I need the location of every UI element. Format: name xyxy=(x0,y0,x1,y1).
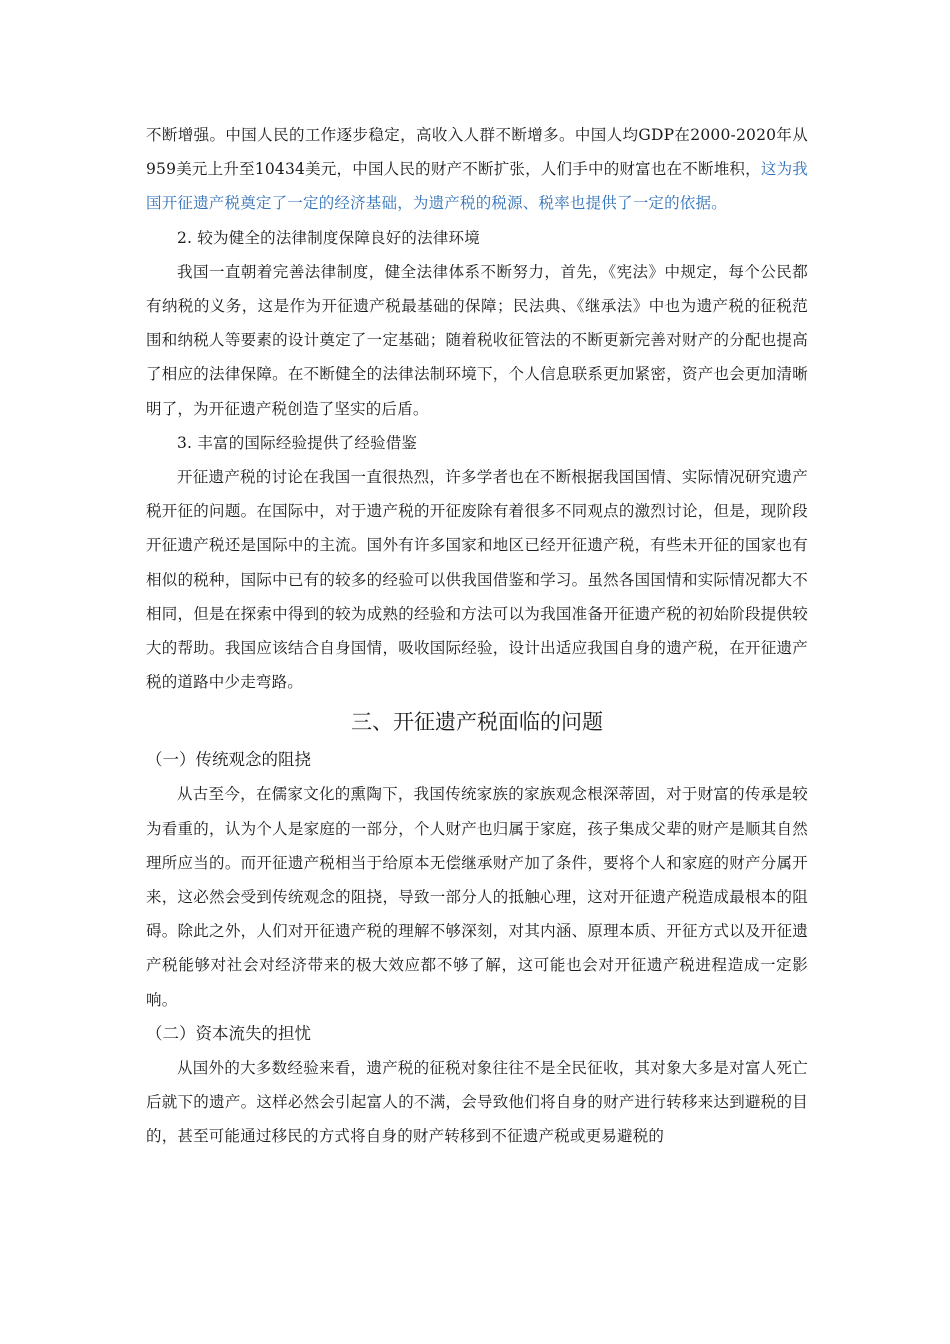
paragraph-text: 不断增强。中国人民的工作逐步稳定，高收入人群不断增多。中国人均GDP在2000-2020年从959美元上升至10434美元，中国人民的财产不断扩张，人们手中的财富也在不断堆积， xyxy=(146,126,808,179)
paragraph-tradition: 从古至今，在儒家文化的熏陶下，我国传统家族的家族观念根深蒂固，对于财富的传承是较为看重的，认为个人是家庭的一部分，个人财产也归属于家庭，孩子集成父辈的财产是顺其自然理所应当的。而开征遗产税相当于给原本无偿继承财产加了条件，要将个人和家庭的财产分属开来，这必然会受到传统观念的阻挠，导致一部分人的抵触心理，这对开征遗产税造成最根本的阻碍。除此之外，人们对开征遗产税的理解不够深刻，对其内涵、原理本质、开征方式以及开征遗产税能够对社会对经济带来的极大效应都不够了解，这可能也会对开征遗产税进程造成一定影响。 xyxy=(146,785,808,1009)
section-title-problems: 三、开征遗产税面临的问题 xyxy=(351,710,603,735)
subsection-title-capital-flight: （二）资本流失的担忧 xyxy=(146,1023,311,1043)
heading-legal-environment: 2. 较为健全的法律制度保障良好的法律环境 xyxy=(177,228,480,247)
paragraph-legal-environment: 我国一直朝着完善法律制度，健全法律体系不断努力，首先，《宪法》中规定，每个公民都有纳税的义务，这是作为开征遗产税最基础的保障；民法典、《继承法》中也为遗产税的征税范围和纳税人等要素的设计奠定了一定基础；随着税收征管法的不断更新完善对财产的分配也提高了相应的法律保障。在不断健全的法律法制环境下，个人信息联系更加紧密，资产也会更加清晰明了，为开征遗产税创造了坚实的后盾。 xyxy=(146,262,808,418)
paragraph-economic-basis xyxy=(146,118,808,221)
subsection-title-tradition: （一）传统观念的阻挠 xyxy=(146,750,311,770)
paragraph-capital-flight: 从国外的大多数经验来看，遗产税的征税对象往往不是全民征收，其对象大多是对富人死亡后就下的遗产。这样必然会引起富人的不满，会导致他们将自身的财产进行转移来达到避税的目的，甚至可能通过移民的方式将自身的财产转移到不征遗产税或更易避税的 xyxy=(146,1058,808,1146)
document-body xyxy=(146,118,808,1153)
paragraph-international-experience: 开征遗产税的讨论在我国一直很热烈，许多学者也在不断根据我国国情、实际情况研究遗产税开征的问题。在国际中，对于遗产税的开征废除有着很多不同观点的激烈讨论，但是，现阶段开征遗产税还是国际中的主流。国外有许多国家和地区已经开征遗产税，有些未开征的国家也有相似的税种，国际中已有的较多的经验可以供我国借鉴和学习。虽然各国国情和实际情况都大不相同，但是在探索中得到的较为成熟的经验和方法可以为我国准备开征遗产税的初始阶段提供较大的帮助。我国应该结合自身国情，吸收国际经验，设计出适应我国自身的遗产税，在开征遗产税的道路中少走弯路。 xyxy=(146,468,808,692)
highlighted-text: 这为我国开征遗产税奠定了一定的经济基础，为遗产税的税源、税率也提供了一定的依据。 xyxy=(146,160,808,213)
heading-international-experience: 3. 丰富的国际经验提供了经验借鉴 xyxy=(177,433,418,452)
